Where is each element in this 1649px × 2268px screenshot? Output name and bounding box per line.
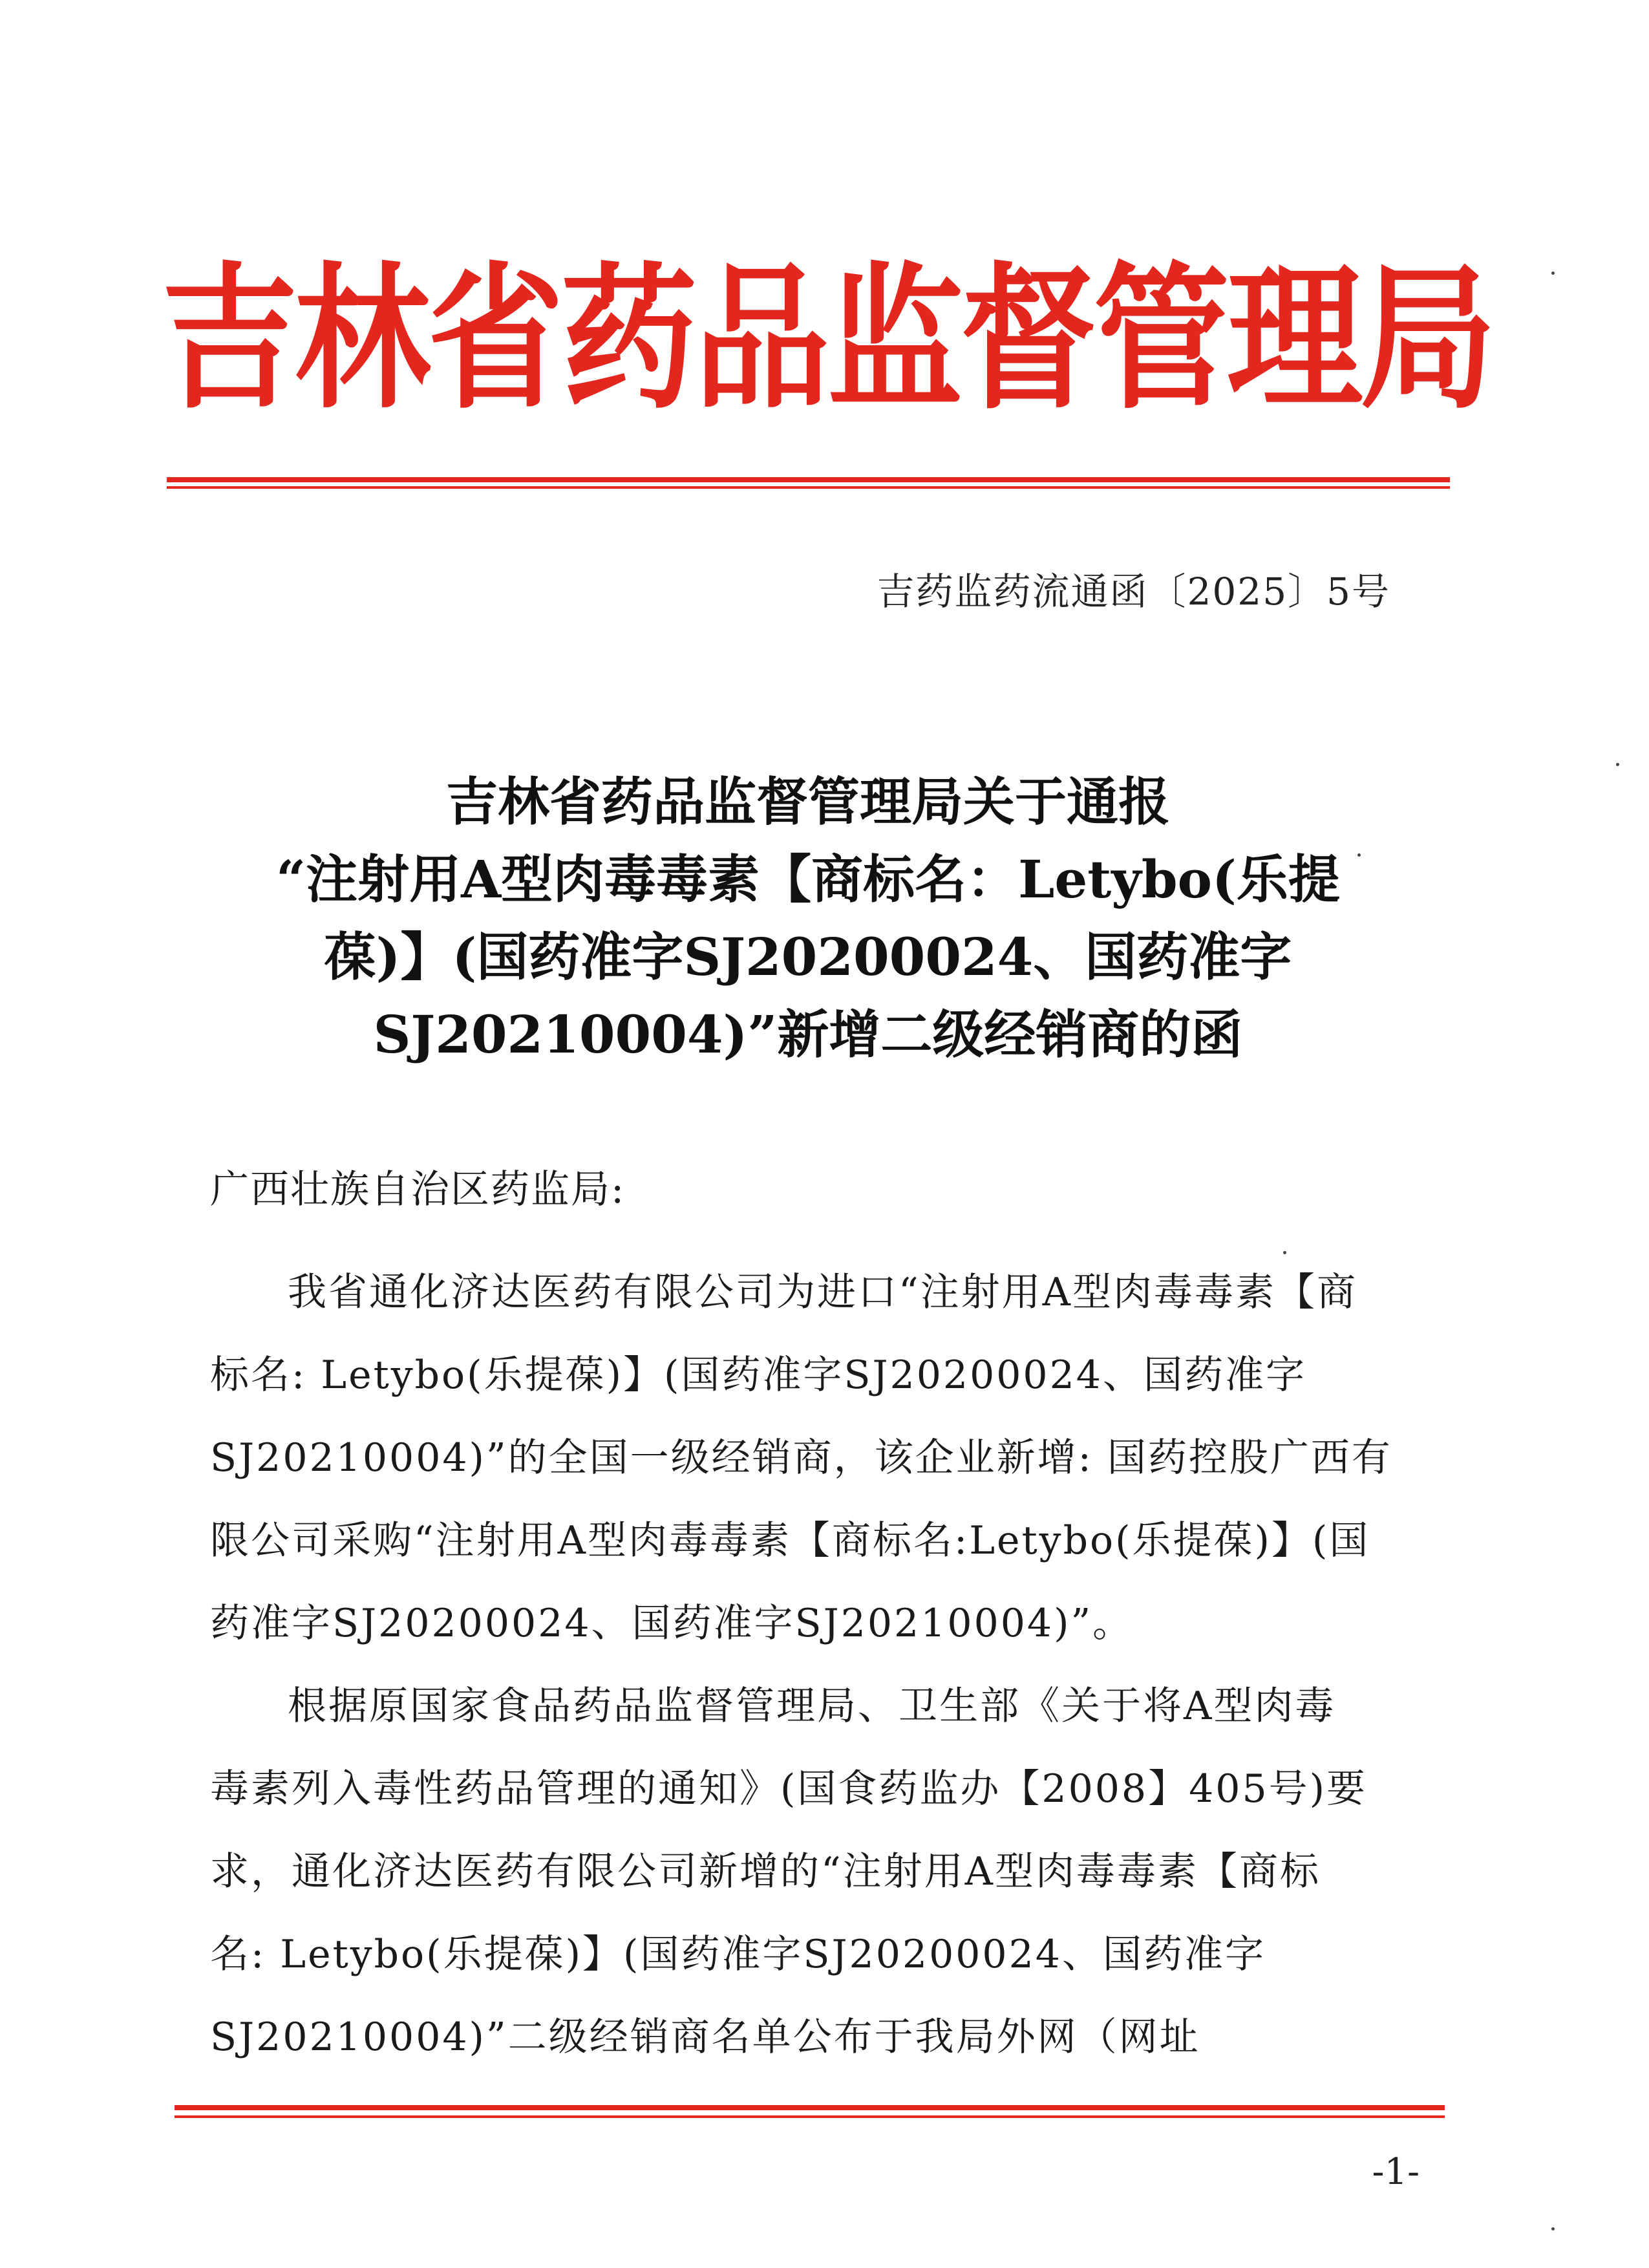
paragraph-line: SJ20210004)”的全国一级经销商，该企业新增: 国药控股广西有	[210, 1435, 1392, 1481]
title-line: 吉林省药品监督管理局关于通报	[446, 771, 1170, 832]
paragraph-line: 根据原国家食品药品监督管理局、卫生部《关于将A型肉毒	[288, 1684, 1336, 1729]
recipient-salutation: 广西壮族自治区药监局:	[210, 1167, 626, 1212]
paragraph-line: 毒素列入毒性药品管理的通知》(国食药监办【2008】405号)要	[210, 1766, 1368, 1812]
scan-speck	[1357, 853, 1361, 857]
agency-letterhead-title: 吉林省药品监督管理局	[162, 248, 1494, 431]
paragraph-line: 药准字SJ20200024、国药准字SJ20210004)”。	[210, 1601, 1134, 1646]
footer-red-rule-top	[175, 2105, 1445, 2110]
paragraph-line: 我省通化济达医药有限公司为进口“注射用A型肉毒毒素【商	[288, 1270, 1358, 1315]
body-paragraph-1	[210, 1251, 1406, 1665]
scan-speck	[1551, 272, 1555, 275]
page-number: -1-	[1372, 2151, 1420, 2193]
paragraph-line: 标名: Letybo(乐提葆)】(国药准字SJ20200024、国药准字	[210, 1353, 1306, 1398]
paragraph-line: 限公司采购“注射用A型肉毒毒素【商标名:Letybo(乐提葆)】(国	[210, 1518, 1370, 1563]
title-line: SJ20210004)”新增二级经销商的函	[373, 1004, 1243, 1065]
scan-speck	[1551, 2227, 1555, 2231]
footer-red-rule-bottom	[175, 2115, 1445, 2118]
document-number: 吉药监药流通函〔2025〕5号	[877, 570, 1390, 614]
letterhead-red-rule-bottom	[167, 486, 1450, 489]
body-paragraph-2	[210, 1665, 1406, 2079]
scan-speck	[1283, 1251, 1286, 1254]
letterhead-red-rule-top	[167, 477, 1450, 482]
document-title	[194, 763, 1422, 1073]
paragraph-line: 求，通化济达医药有限公司新增的“注射用A型肉毒毒素【商标	[210, 1849, 1321, 1894]
paragraph-line: SJ20210004)”二级经销商名单公布于我局外网（网址	[210, 2015, 1200, 2060]
title-line: 葆)】(国药准字SJ20200024、国药准字	[324, 926, 1292, 987]
scan-speck	[1616, 763, 1619, 766]
paragraph-line: 名: Letybo(乐提葆)】(国药准字SJ20200024、国药准字	[210, 1932, 1266, 1977]
title-line: “注射用A型肉毒毒素【商标名：Letybo(乐提	[276, 849, 1340, 910]
